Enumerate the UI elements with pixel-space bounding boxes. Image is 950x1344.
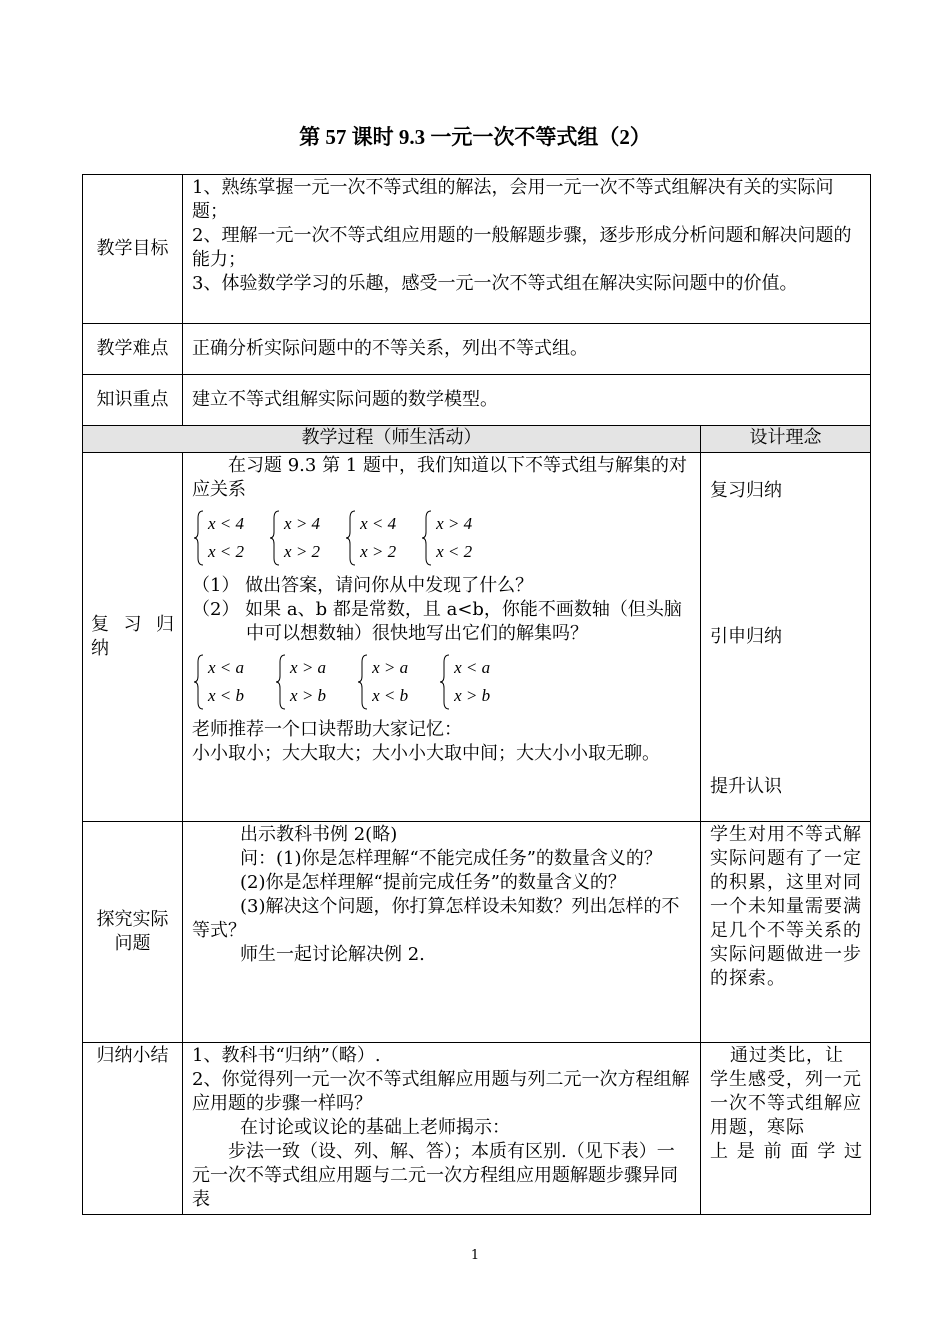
page-number: 1 — [470, 1248, 480, 1263]
system-line: x < a — [454, 658, 491, 677]
brace-icon — [358, 654, 368, 710]
system-line: x < 4 — [360, 514, 397, 533]
review-label-text: 复 习 归 纳 — [91, 614, 174, 659]
difficulty-row — [83, 324, 871, 375]
system-line: x > 4 — [436, 514, 473, 533]
explore-line-4: (3)解决这个问题，你打算怎样设未知数？列出怎样的不等式？ — [192, 896, 680, 941]
system-line: x < a — [208, 658, 245, 677]
summary-line-3: 在讨论或议论的基础上老师揭示： — [240, 1117, 510, 1138]
design-note-2: 引申归纳 — [710, 626, 782, 647]
system-line: x > a — [372, 658, 409, 677]
key-point-label: 知识重点 — [83, 375, 183, 426]
summary-row — [83, 1043, 871, 1215]
brace-icon — [422, 510, 432, 566]
process-header: 教学过程（师生活动） — [83, 426, 701, 453]
goals-content — [183, 175, 871, 324]
system-line: x < b — [208, 686, 245, 705]
review-label — [83, 453, 183, 822]
design-note-3: 提升认识 — [710, 776, 782, 797]
question-1: （1） 做出答案，请问你从中发现了什么？ — [192, 575, 534, 596]
review-intro: 在习题 9.3 第 1 题中，我们知道以下不等式组与解集的对应关系 — [192, 455, 687, 500]
system-line: x > b — [290, 686, 327, 705]
difficulty-text: 正确分析实际问题中的不等关系，列出不等式组。 — [183, 324, 871, 375]
brace-icon — [194, 510, 204, 566]
brace-icon — [194, 654, 204, 710]
goal-line-3: 3、体验数学学习的乐趣，感受一元一次不等式组在解决实际问题中的价值。 — [192, 273, 798, 294]
explore-line-1: 出示教科书例 2(略) — [240, 824, 398, 845]
system-5 — [194, 654, 244, 710]
lesson-table — [82, 174, 871, 1215]
brace-icon — [276, 654, 286, 710]
key-point-row — [83, 375, 871, 426]
review-design — [701, 453, 871, 822]
system-line: x > 2 — [360, 542, 397, 561]
system-line: x > b — [454, 686, 491, 705]
design-header: 设计理念 — [701, 426, 871, 453]
summary-line-2: 2、你觉得列一元一次不等式组解应用题与列二元一次方程组解应用题的步骤一样吗？ — [192, 1069, 690, 1114]
summary-content — [183, 1043, 701, 1215]
system-line: x > a — [290, 658, 327, 677]
explore-row — [83, 822, 871, 1043]
design-note-1: 复习归纳 — [710, 480, 782, 501]
summary-line-4: 步法一致（设、列、解、答）；本质有区别.（见下表）一元一次不等式组应用题与二元一次方程组应用题解题步骤异同表 — [192, 1141, 678, 1210]
summary-label: 归纳小结 — [83, 1043, 183, 1215]
goals-label: 教学目标 — [83, 175, 183, 324]
inequality-systems-numeric — [194, 510, 692, 566]
summary-design — [701, 1043, 871, 1215]
system-8 — [440, 654, 490, 710]
review-content — [183, 453, 701, 822]
explore-line-2: 问：(1)你是怎样理解“不能完成任务”的数量含义的？ — [240, 848, 662, 869]
review-row — [83, 453, 871, 822]
key-point-text: 建立不等式组解实际问题的数学模型。 — [183, 375, 871, 426]
summary-line-1: 1、教科书“归纳”（略）. — [192, 1045, 381, 1066]
difficulty-label: 教学难点 — [83, 324, 183, 375]
inequality-systems-symbolic — [194, 654, 692, 710]
summary-design-text-2: 上是前面学过 — [710, 1141, 863, 1162]
brace-icon — [270, 510, 280, 566]
system-7 — [358, 654, 408, 710]
brace-icon — [440, 654, 450, 710]
goal-line-1: 1、熟练掌握一元一次不等式组的解法，会用一元一次不等式组解决有关的实际问题； — [192, 177, 834, 222]
explore-line-3: (2)你是怎样理解“提前完成任务”的数量含义的？ — [240, 872, 626, 893]
goals-row — [83, 175, 871, 324]
explore-line-5: 师生一起讨论解决例 2. — [240, 944, 425, 965]
system-line: x < 4 — [208, 514, 245, 533]
page-title: 第 57 课时 9.3 一元一次不等式组（2） — [299, 125, 651, 149]
goal-line-2: 2、理解一元一次不等式组应用题的一般解题步骤，逐步形成分析问题和解决问题的能力； — [192, 225, 852, 270]
explore-label: 探究实际问题 — [83, 822, 183, 1043]
process-header-row — [83, 426, 871, 453]
rhyme-text: 小小取小；大大取大；大小小大取中间；大大小小取无聊。 — [192, 743, 660, 764]
question-2: （2） 如果 a、b 都是常数，且 a<b，你能不画数轴（但头脑中可以想数轴）很快地写出它们的解集吗？ — [192, 599, 682, 644]
system-3 — [346, 510, 396, 566]
system-line: x < 2 — [436, 542, 473, 561]
system-line: x < 2 — [208, 542, 245, 561]
summary-design-text-1: 通过类比，让学生感受，列一元一次不等式组解应用题，寒际 — [710, 1045, 862, 1138]
system-line: x < b — [372, 686, 409, 705]
system-6 — [276, 654, 326, 710]
brace-icon — [346, 510, 356, 566]
explore-design: 学生对用不等式解实际问题有了一定的积累，这里对同一个未知量需要满足几个不等关系的实际问题做进一步的探索。 — [701, 822, 871, 1043]
system-4 — [422, 510, 472, 566]
system-1 — [194, 510, 244, 566]
system-line: x > 2 — [284, 542, 321, 561]
explore-content — [183, 822, 701, 1043]
system-2 — [270, 510, 320, 566]
recommend-text: 老师推荐一个口诀帮助大家记忆： — [192, 719, 462, 740]
system-line: x > 4 — [284, 514, 321, 533]
